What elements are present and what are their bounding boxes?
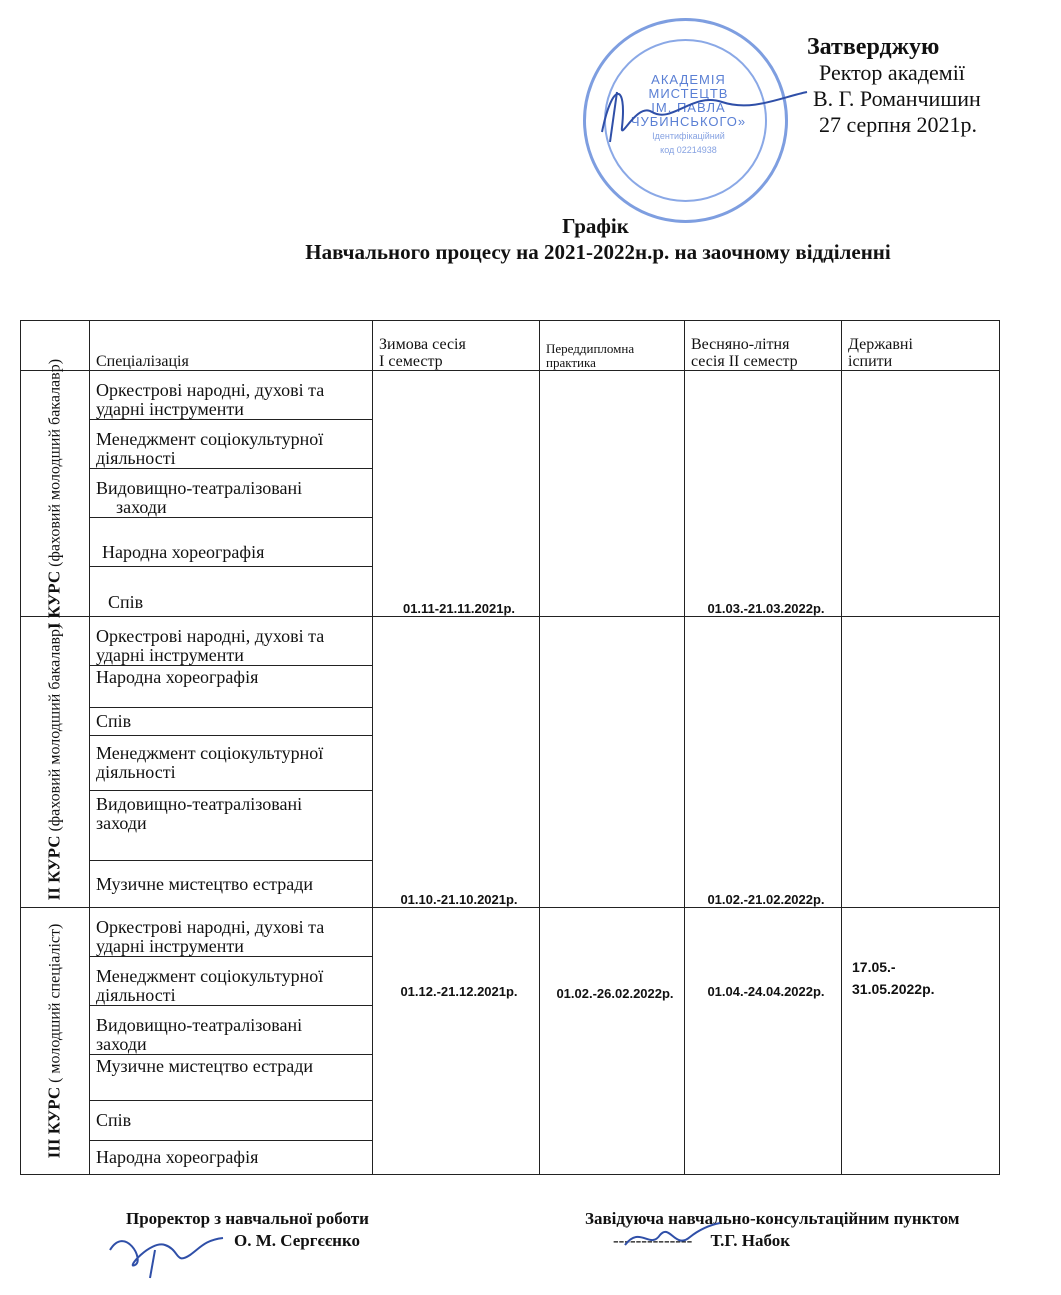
table-header-row xyxy=(21,321,1000,371)
spec-cell: Народна хореографія xyxy=(90,518,373,567)
approval-name: В. Г. Романчишин xyxy=(813,86,981,111)
course-2-spring: 01.02.-21.02.2022р. xyxy=(685,617,842,908)
spec-cell: Видовищно-театралізовані заходи xyxy=(90,1006,373,1055)
stamp-line-1: АКАДЕМІЯ xyxy=(651,72,726,87)
course-1-exams xyxy=(842,371,1000,617)
header-exams: Державні іспити xyxy=(842,321,1000,371)
rector-signature xyxy=(592,72,812,162)
document-title xyxy=(0,213,1061,265)
course-3-winter: 01.12.-21.12.2021р. xyxy=(373,908,540,1175)
spec-cell: Спів xyxy=(90,1101,373,1141)
table-row xyxy=(21,371,1000,420)
spec-cell: Менеджмент соціокультурної діяльності xyxy=(90,736,373,791)
course-2-exams xyxy=(842,617,1000,908)
header-practice: Переддипломна практика xyxy=(540,321,685,371)
course-3-label: III КУРС ( молодший спеціаліст) xyxy=(21,908,90,1175)
course-2-winter: 01.10.-21.10.2021р. xyxy=(373,617,540,908)
head-signature xyxy=(615,1215,725,1265)
spec-cell: Оркестрові народні, духові та ударні інструменти xyxy=(90,617,373,666)
spec-cell: Оркестрові народні, духові та ударні інструменти xyxy=(90,371,373,420)
course-3-exams: 17.05.- 31.05.2022р. xyxy=(842,908,1000,1175)
table-row xyxy=(21,617,1000,666)
header-spec: Спеціалізація xyxy=(90,321,373,371)
spec-cell: Видовищно-театралізовані заходи xyxy=(90,791,373,861)
spec-cell: Оркестрові народні, духові та ударні інструменти xyxy=(90,908,373,957)
course-2-practice xyxy=(540,617,685,908)
footer-left-title: Проректор з навчальної роботи xyxy=(126,1209,369,1228)
course-2-label: II КУРС (фаховий молодший бакалавр) xyxy=(21,617,90,908)
schedule-table xyxy=(20,320,1000,1175)
stamp-line-4: ЧУБИНСЬКОГО» xyxy=(630,114,747,129)
spec-cell: Музичне мистецтво естради xyxy=(90,861,373,908)
spec-cell: Менеджмент соціокультурної діяльності xyxy=(90,420,373,469)
signature-line: -------------- xyxy=(613,1231,693,1250)
vice-rector-signature xyxy=(105,1220,235,1280)
spec-cell: Спів xyxy=(90,708,373,736)
course-1-practice xyxy=(540,371,685,617)
stamp-line-2: МИСТЕЦТВ xyxy=(648,86,729,101)
footer-left-name: О. М. Сергєєнко xyxy=(234,1231,361,1250)
spec-cell: Видовищно-театралізовані заходи xyxy=(90,469,373,518)
header-spring: Весняно-літня сесія II семестр xyxy=(685,321,842,371)
header-winter: Зимова сесія I семестр xyxy=(373,321,540,371)
footer-right-title: Завідуюча навчально-консультаційним пунктом xyxy=(585,1209,960,1228)
title-line-2: Навчального процесу на 2021-2022н.р. на заочному відділенні xyxy=(305,240,891,264)
approval-date: 27 серпня 2021р. xyxy=(819,112,977,137)
stamp-line-5: Ідентифікаційний xyxy=(652,131,725,141)
approval-title: Затверджую xyxy=(807,34,940,60)
course-3-practice: 01.02.-26.02.2022р. xyxy=(540,908,685,1175)
approval-block xyxy=(807,34,981,138)
stamp-line-6: код 02214938 xyxy=(660,145,717,155)
course-1-spring: 01.03.-21.03.2022р. xyxy=(685,371,842,617)
spec-cell: Народна хореографія xyxy=(90,666,373,708)
stamp-line-3: ІМ. ПАВЛА xyxy=(651,100,726,115)
footer-right-name: Т.Г. Набок xyxy=(710,1231,791,1250)
title-line-1: Графік xyxy=(562,214,629,238)
approval-position: Ректор академії xyxy=(819,60,965,85)
spec-cell: Менеджмент соціокультурної діяльності xyxy=(90,957,373,1006)
spec-cell: Народна хореографія xyxy=(90,1141,373,1175)
table-row xyxy=(21,908,1000,957)
spec-cell: Музичне мистецтво естради xyxy=(90,1055,373,1101)
course-3-spring: 01.04.-24.04.2022р. xyxy=(685,908,842,1175)
course-1-winter: 01.11-21.11.2021р. xyxy=(373,371,540,617)
course-1-label: I КУРС (фаховий молодший бакалавр) xyxy=(21,371,90,617)
spec-cell: Спів xyxy=(90,567,373,617)
